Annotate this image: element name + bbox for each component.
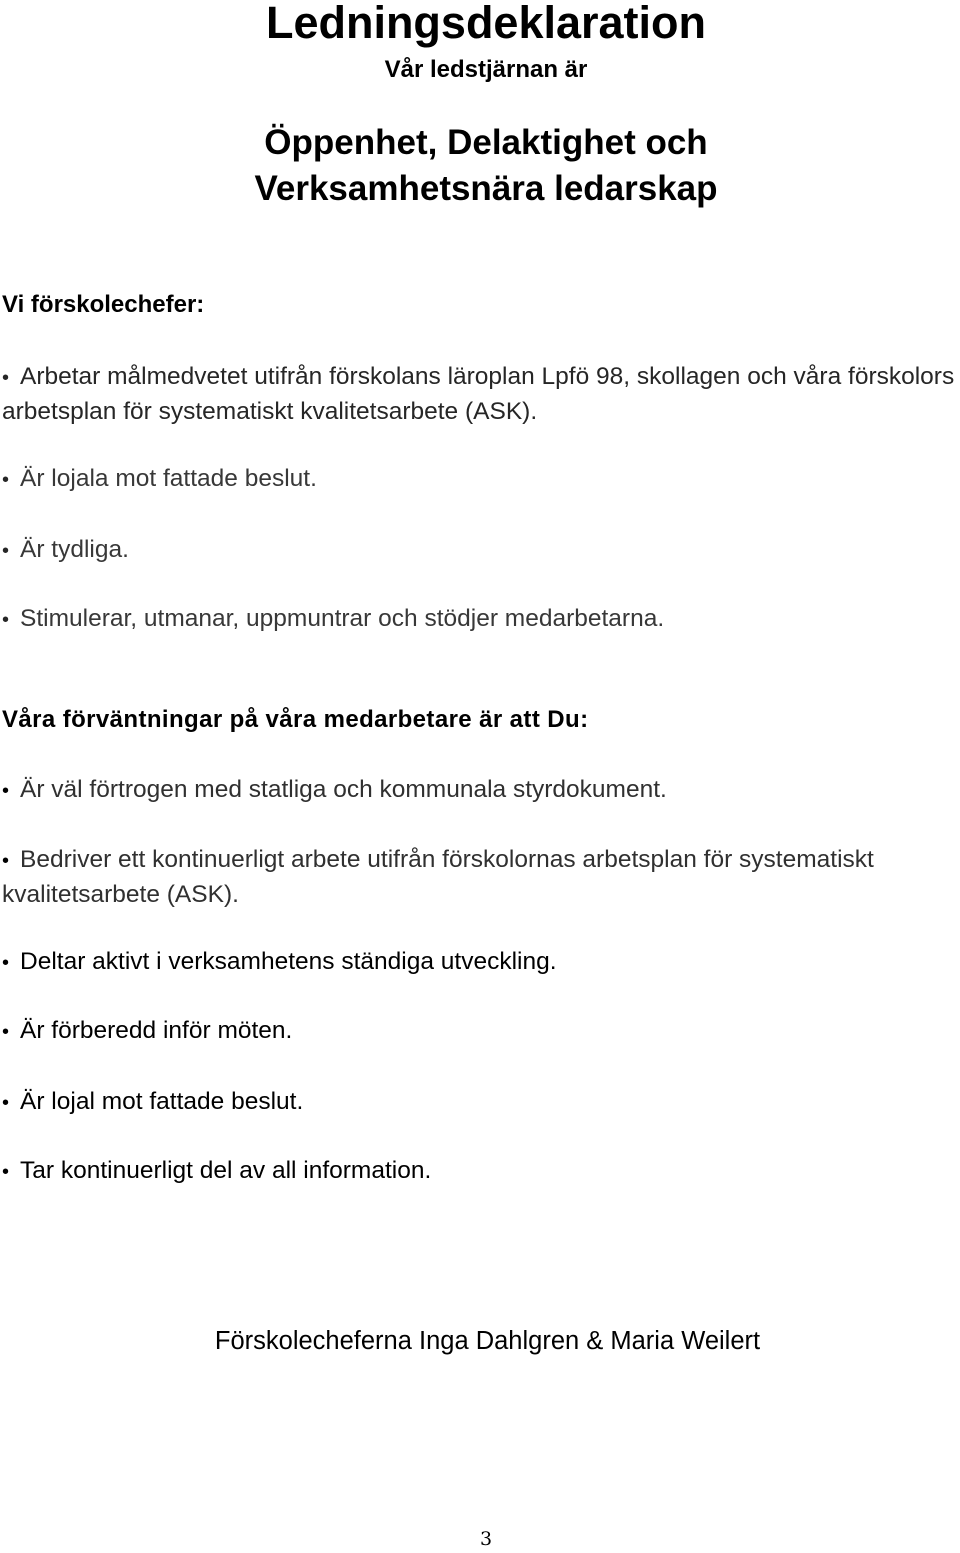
list-item-text: Deltar aktivt i verksamhetens ständiga utveckling. [20, 948, 557, 975]
document-title: Ledningsdeklaration [265, 0, 707, 48]
list-item [2, 462, 960, 497]
leaders-heading: Vi förskolechefer: [2, 291, 205, 318]
motto-line-1: Öppenhet, Delaktighet och [264, 123, 708, 162]
list-item-text: Är väl förtrogen med statliga och kommunala styrdokument. [20, 776, 667, 803]
list-item-text: Är lojala mot fattade beslut. [20, 465, 317, 492]
list-item-text: Är lojal mot fattade beslut. [20, 1088, 304, 1115]
bullet-icon: • [2, 469, 10, 491]
motto-line-2: Verksamhetsnära ledarskap [254, 169, 718, 208]
bullet-icon: • [2, 367, 10, 389]
bullet-icon: • [2, 609, 10, 631]
list-item [2, 360, 960, 428]
bullet-icon: • [2, 540, 10, 562]
list-item-text: Är förberedd inför möten. [20, 1017, 293, 1044]
page-number: 3 [479, 1528, 493, 1550]
list-item-text: Arbetar målmedvetet utifrån förskolans läroplan Lpfö 98, skollagen och våra förskolors arbetsplan för systematiskt kvalitetsarbete (ASK). [2, 363, 955, 425]
list-item-text: Tar kontinuerligt del av all information. [20, 1157, 432, 1184]
signature: Förskolecheferna Inga Dahlgren & Maria Weilert [214, 1327, 761, 1355]
list-item [2, 1014, 960, 1049]
bullet-icon: • [2, 850, 10, 872]
bullet-icon: • [2, 1092, 10, 1114]
list-item [2, 533, 960, 568]
bullet-icon: • [2, 1021, 10, 1043]
list-item [2, 773, 960, 808]
bullet-icon: • [2, 780, 10, 802]
list-item-text: Stimulerar, utmanar, uppmuntrar och stödjer medarbetarna. [20, 605, 665, 632]
list-item-text: Bedriver ett kontinuerligt arbete utifrån förskolornas arbetsplan för systematiskt kvalitetsarbete (ASK). [2, 846, 874, 908]
list-item [2, 1154, 960, 1189]
motto [0, 120, 960, 212]
bullet-icon: • [2, 1161, 10, 1183]
list-item [2, 602, 960, 637]
expectations-heading: Våra förväntningar på våra medarbetare är att Du: [2, 706, 589, 733]
list-item [2, 945, 960, 980]
document-subtitle: Vår ledstjärnan är [384, 56, 588, 83]
list-item [2, 843, 960, 911]
bullet-icon: • [2, 952, 10, 974]
list-item-text: Är tydliga. [20, 536, 129, 563]
list-item [2, 1085, 960, 1120]
